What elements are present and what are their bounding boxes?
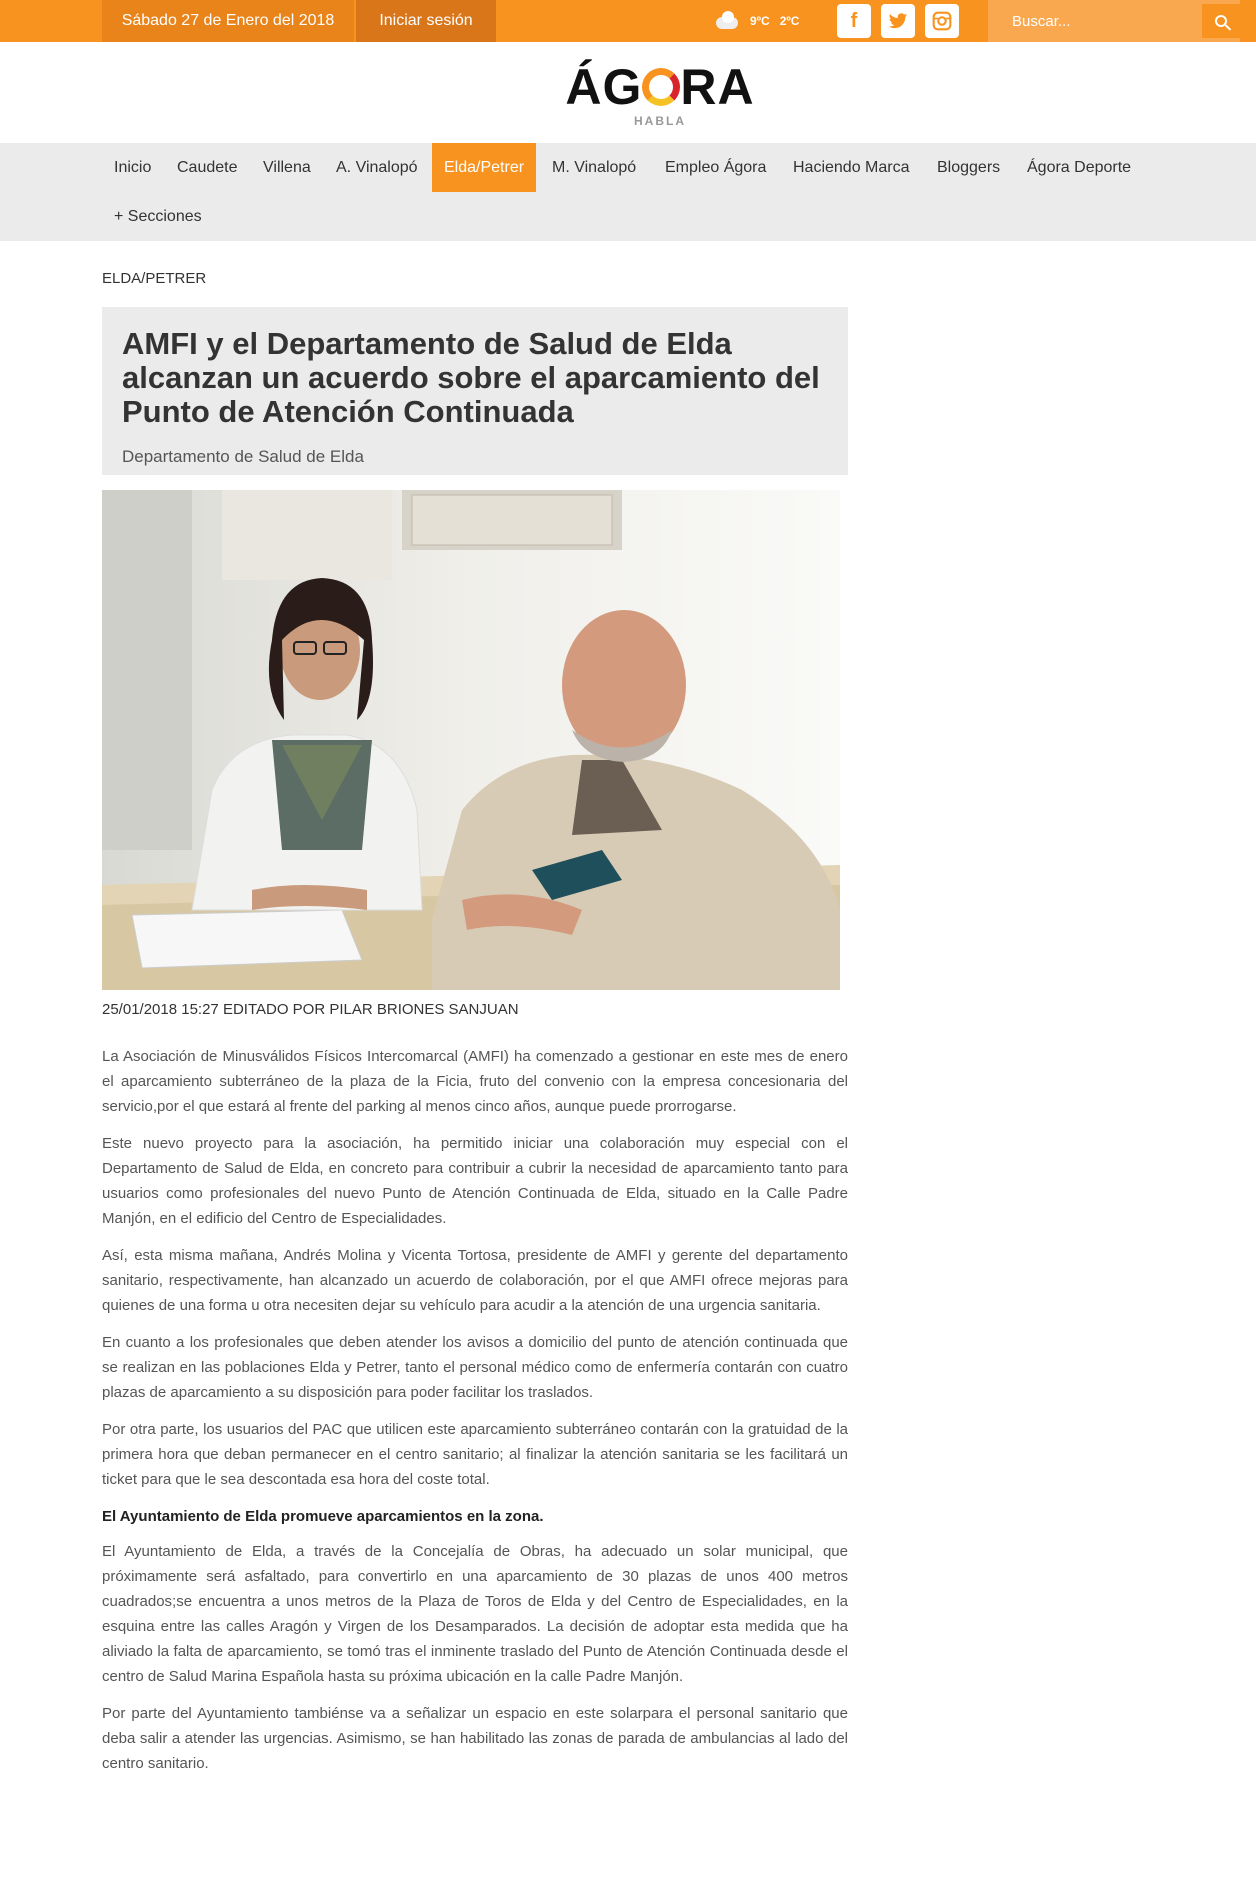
logo-ring-icon	[642, 68, 680, 106]
facebook-icon[interactable]: f	[837, 4, 871, 38]
article-meta: 25/01/2018 15:27 EDITADO POR PILAR BRIONES SANJUAN	[102, 1001, 519, 1018]
search-input[interactable]	[988, 0, 1202, 42]
search-button[interactable]	[1202, 4, 1240, 38]
article-section-label[interactable]: ELDA/PETRER	[102, 270, 207, 287]
article-paragraph: Por otra parte, los usuarios del PAC que utilicen este aparcamiento subterráneo contarán con la gratuidad de la primera hora que deban permanecer en el centro sanitario; al finalizar la atención sanitaria se les facilitará un ticket para que le sea descontada esa hora del coste total.	[102, 1421, 848, 1488]
article-photo	[102, 490, 840, 990]
site-logo[interactable]	[560, 60, 760, 130]
nav-item-haciendo-marca[interactable]: Haciendo Marca	[793, 159, 910, 176]
article-title: AMFI y el Departamento de Salud de Elda alcanzan un acuerdo sobre el aparcamiento del Punto de Atención Continuada	[122, 326, 820, 429]
search-box	[988, 0, 1240, 42]
nav-item-agora-deporte[interactable]: Ágora Deporte	[1027, 159, 1132, 176]
search-icon	[1215, 15, 1227, 27]
login-button[interactable]: Iniciar sesión	[356, 0, 496, 42]
logo-wordmark: ÁG RA	[565, 59, 755, 115]
temp-min: 2ºC	[779, 14, 800, 28]
article-paragraph: Así, esta misma mañana, Andrés Molina y Vicenta Tortosa, presidente de AMFI y gerente del departamento sanitario, respectivamente, han alcanzado un acuerdo de colaboración, por el que AMFI ofrece mejoras para quienes de una forma u otra necesiten dejar su vehículo para acudir a la atención de una urgencia sanitaria.	[102, 1247, 848, 1314]
nav-item-bloggers[interactable]: Bloggers	[937, 159, 1001, 176]
nav-item-empleo-agora[interactable]: Empleo Ágora	[665, 159, 767, 176]
cloud-sun-icon	[712, 11, 740, 31]
article-subtitle: Departamento de Salud de Elda	[122, 447, 364, 466]
main-nav	[0, 143, 1256, 241]
nav-item-m-vinalopo[interactable]: M. Vinalopó	[552, 159, 637, 176]
article-paragraph: El Ayuntamiento de Elda, a través de la Concejalía de Obras, ha adecuado un solar municipal, que próximamente será asfaltado, para convertirlo en una aparcamiento de 30 plazas de unos 400 metros cuadrados;se encuentra a unos metros de la Plaza de Toros de Elda y del Centro de Especialidades, en la esquina entre las calles Aragón y Virgen de los Desamparados. La decisión de adoptar esta medida que ha aliviado la falta de aparcamiento, se tomó tras el inminente traslado del Punto de Atención Continuada desde el centro de Salud Marina Española hasta su próxima ubicación en la calle Padre Manjón.	[102, 1543, 848, 1685]
instagram-icon[interactable]	[925, 4, 959, 38]
temp-max: 9ºC	[750, 14, 770, 28]
twitter-icon[interactable]	[881, 4, 915, 38]
current-date: Sábado 27 de Enero del 2018	[102, 0, 354, 42]
article-paragraph: Este nuevo proyecto para la asociación, ha permitido iniciar una colaboración muy especial con el Departamento de Salud de Elda, en concreto para contribuir a cubrir la necesidad de aparcamiento tanto para usuarios como profesionales del nuevo Punto de Atención Continuada de Elda, situado en la Calle Padre Manjón, en el edificio del Centro de Especialidades.	[102, 1135, 848, 1227]
weather-widget	[712, 6, 799, 36]
article-paragraph: Por parte del Ayuntamiento tambiénse va a señalizar un espacio en este solarpara el personal sanitario que deba salir a atender las urgencias. Asimismo, se han habilitado las zonas de parada de ambulancias al lado del centro sanitario.	[102, 1705, 848, 1772]
article-paragraph: En cuanto a los profesionales que deben atender los avisos a domicilio del punto de atención continuada que se realizan en las poblaciones Elda y Petrer, tanto el personal médico como de enfermería contarán con cuatro plazas de aparcamiento a su disposición para poder facilitar los traslados.	[102, 1334, 848, 1401]
nav-more-sections[interactable]: + Secciones	[114, 208, 202, 225]
logo-tagline: HABLA	[634, 114, 686, 128]
article-paragraph: La Asociación de Minusválidos Físicos Intercomarcal (AMFI) ha comenzado a gestionar en este mes de enero el aparcamiento subterráneo de la plaza de la Ficia, fruto del convenio con la empresa concesionaria del servicio,por el que estará al frente del parking al menos cinco años, aunque puede prorrogarse.	[102, 1048, 848, 1115]
nav-item-elda-petrer[interactable]: Elda/Petrer	[432, 143, 536, 192]
nav-item-a-vinalopo[interactable]: A. Vinalopó	[336, 159, 418, 176]
article-subheading: El Ayuntamiento de Elda promueve aparcamientos en la zona.	[102, 1508, 544, 1525]
nav-item-inicio[interactable]: Inicio	[114, 159, 152, 176]
nav-item-villena[interactable]: Villena	[263, 159, 311, 176]
article-body	[102, 1044, 848, 1788]
nav-item-caudete[interactable]: Caudete	[177, 159, 238, 176]
top-bar	[0, 0, 1256, 42]
article-header	[102, 307, 848, 475]
